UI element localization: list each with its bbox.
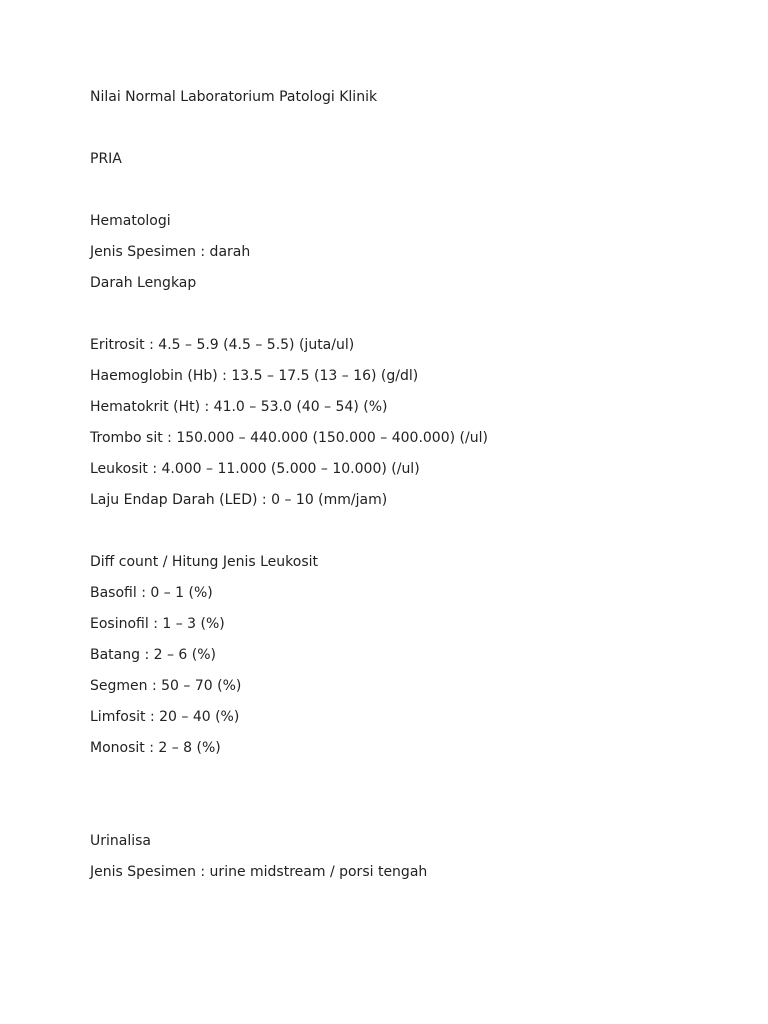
gender-heading: PRIA	[90, 151, 122, 167]
document-title: Nilai Normal Laboratorium Patologi Klinik	[90, 89, 378, 105]
urinalysis-heading: Urinalisa	[90, 833, 151, 849]
diff-count-heading: Diff count / Hitung Jenis Leukosit	[90, 554, 319, 570]
value-line-trombosit: Trombo sit : 150.000 – 440.000 (150.000 – 400.000) (/ul)	[90, 430, 488, 446]
value-line-limfosit: Limfosit : 20 – 40 (%)	[90, 709, 240, 725]
value-line-segmen: Segmen : 50 – 70 (%)	[90, 678, 242, 694]
urinalysis-specimen: Jenis Spesimen : urine midstream / porsi tengah	[90, 864, 428, 880]
value-line-basofil: Basofil : 0 – 1 (%)	[90, 585, 213, 601]
value-line-eritrosit: Eritrosit : 4.5 – 5.9 (4.5 – 5.5) (juta/ul)	[90, 337, 355, 353]
hematology-heading: Hematologi	[90, 213, 171, 229]
value-line-leukosit: Leukosit : 4.000 – 11.000 (5.000 – 10.000) (/ul)	[90, 461, 420, 477]
value-line-monosit: Monosit : 2 – 8 (%)	[90, 740, 221, 756]
value-line-led: Laju Endap Darah (LED) : 0 – 10 (mm/jam)	[90, 492, 388, 508]
value-line-eosinofil: Eosinofil : 1 – 3 (%)	[90, 616, 225, 632]
hematology-specimen: Jenis Spesimen : darah	[90, 244, 251, 260]
complete-blood-subheading: Darah Lengkap	[90, 275, 197, 291]
value-line-haemoglobin: Haemoglobin (Hb) : 13.5 – 17.5 (13 – 16) (g/dl)	[90, 368, 419, 384]
value-line-batang: Batang : 2 – 6 (%)	[90, 647, 217, 663]
value-line-hematokrit: Hematokrit (Ht) : 41.0 – 53.0 (40 – 54) (%)	[90, 399, 388, 415]
